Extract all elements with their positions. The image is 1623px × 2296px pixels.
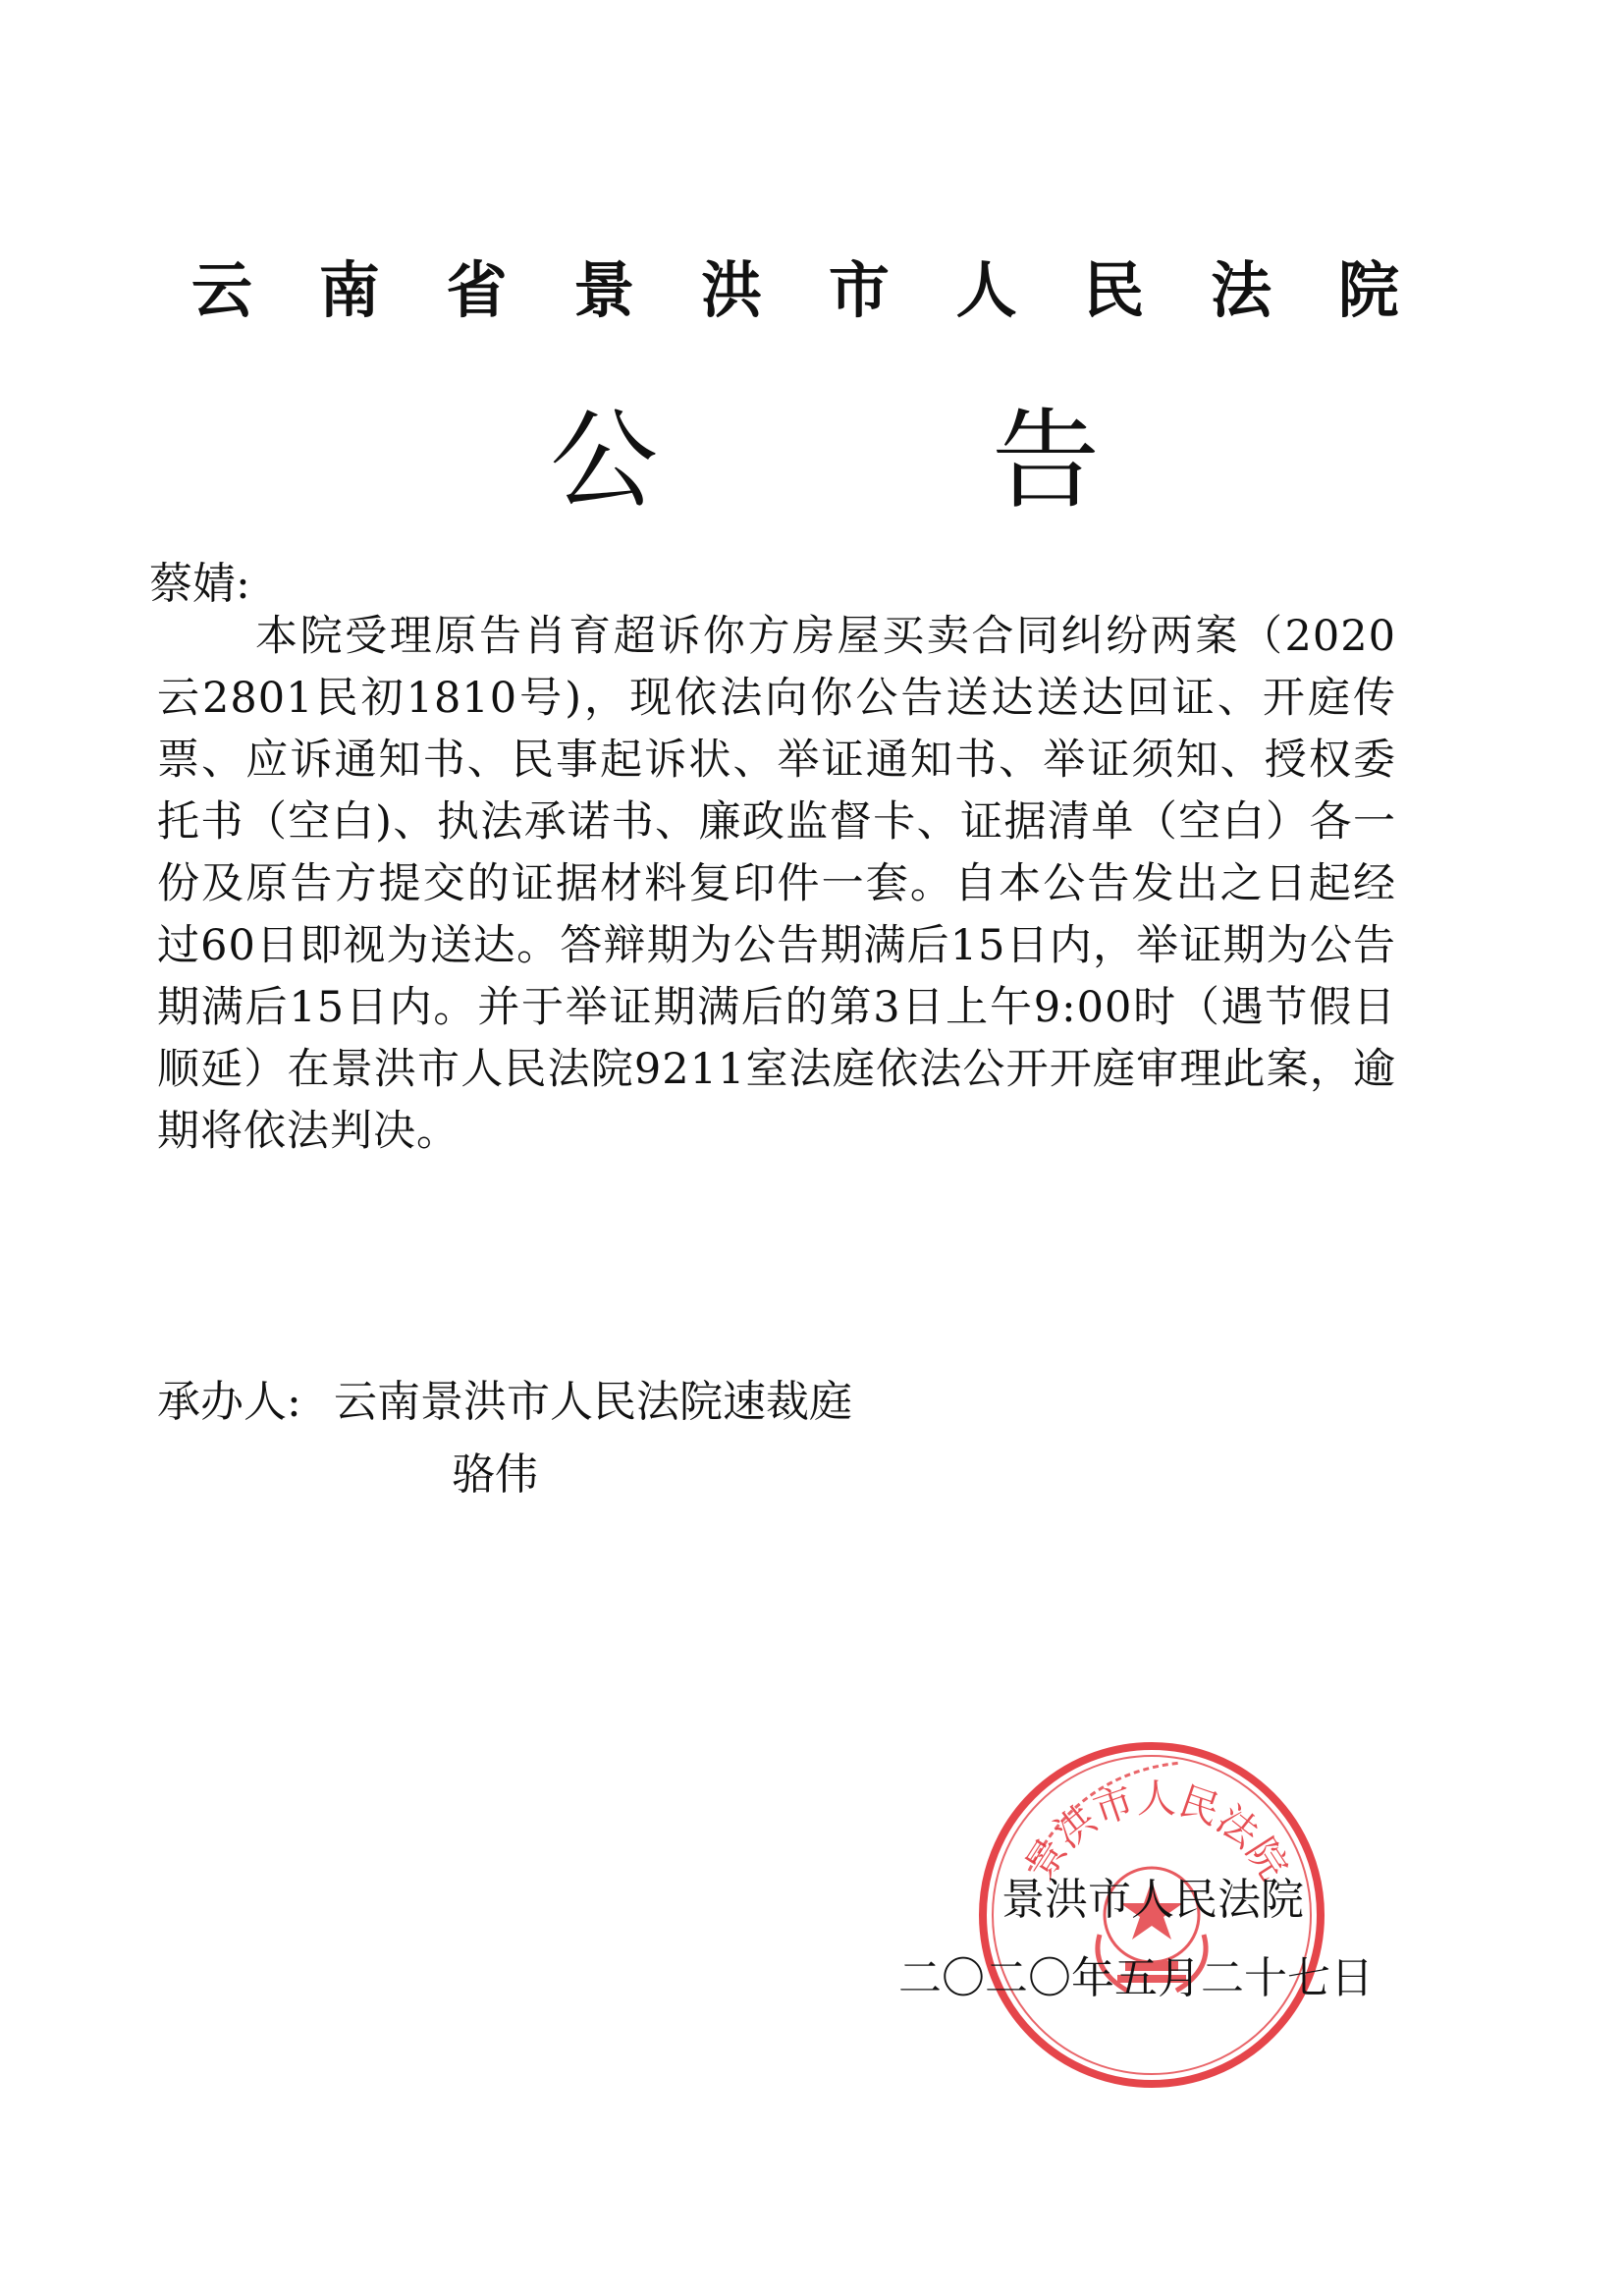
court-name-char: 省 <box>446 253 508 326</box>
addressee: 蔡婧: <box>149 559 250 609</box>
document-title-char: 告 <box>992 398 1100 523</box>
court-name-char: 南 <box>318 253 380 326</box>
court-name-char: 景 <box>573 253 635 326</box>
court-name-char: 民 <box>1083 253 1145 326</box>
seal-text: 景洪市人民法院 <box>1016 1777 1297 1888</box>
court-name-char: 洪 <box>701 253 763 326</box>
court-name-char: 院 <box>1337 253 1399 326</box>
handler-line <box>157 1373 852 1432</box>
signature-date: 二〇二〇年五月二十七日 <box>898 1953 1374 2003</box>
document-title <box>550 388 1100 523</box>
court-name-char: 法 <box>1211 253 1272 326</box>
notice-body: 本院受理原告肖育超诉你方房屋买卖合同纠纷两案（2020云2801民初1810号)，现依法向你公告送达送达回证、开庭传票、应诉通知书、民事起诉状、举证通知书、举证须知、授权委托书（空白)、执法承诺书、廉政监督卡、证据清单（空白）各一份及原告方提交的证据材料复印件一套。自本公告发出之日起经过60日即视为送达。答辩期为公告期满后15日内，举证期为公告期满后15日内。并于举证期满后的第3日上午9:00时（遇节假日顺延）在景洪市人民法院9211室法庭依法公开开庭审理此案，逾期将依法判决。 <box>157 612 1396 1156</box>
handler-label: 承办人: <box>157 1377 301 1427</box>
signature-court: 景洪市人民法院 <box>1001 1875 1304 1925</box>
court-name-char: 市 <box>828 253 890 326</box>
handler-name: 骆伟 <box>452 1449 538 1500</box>
court-name-char: 人 <box>955 253 1017 326</box>
handler-department: 云南景洪市人民法院速裁庭 <box>334 1377 852 1427</box>
court-name-char: 云 <box>191 253 253 326</box>
court-name-heading <box>191 241 1399 329</box>
document-title-char: 公 <box>550 398 658 523</box>
